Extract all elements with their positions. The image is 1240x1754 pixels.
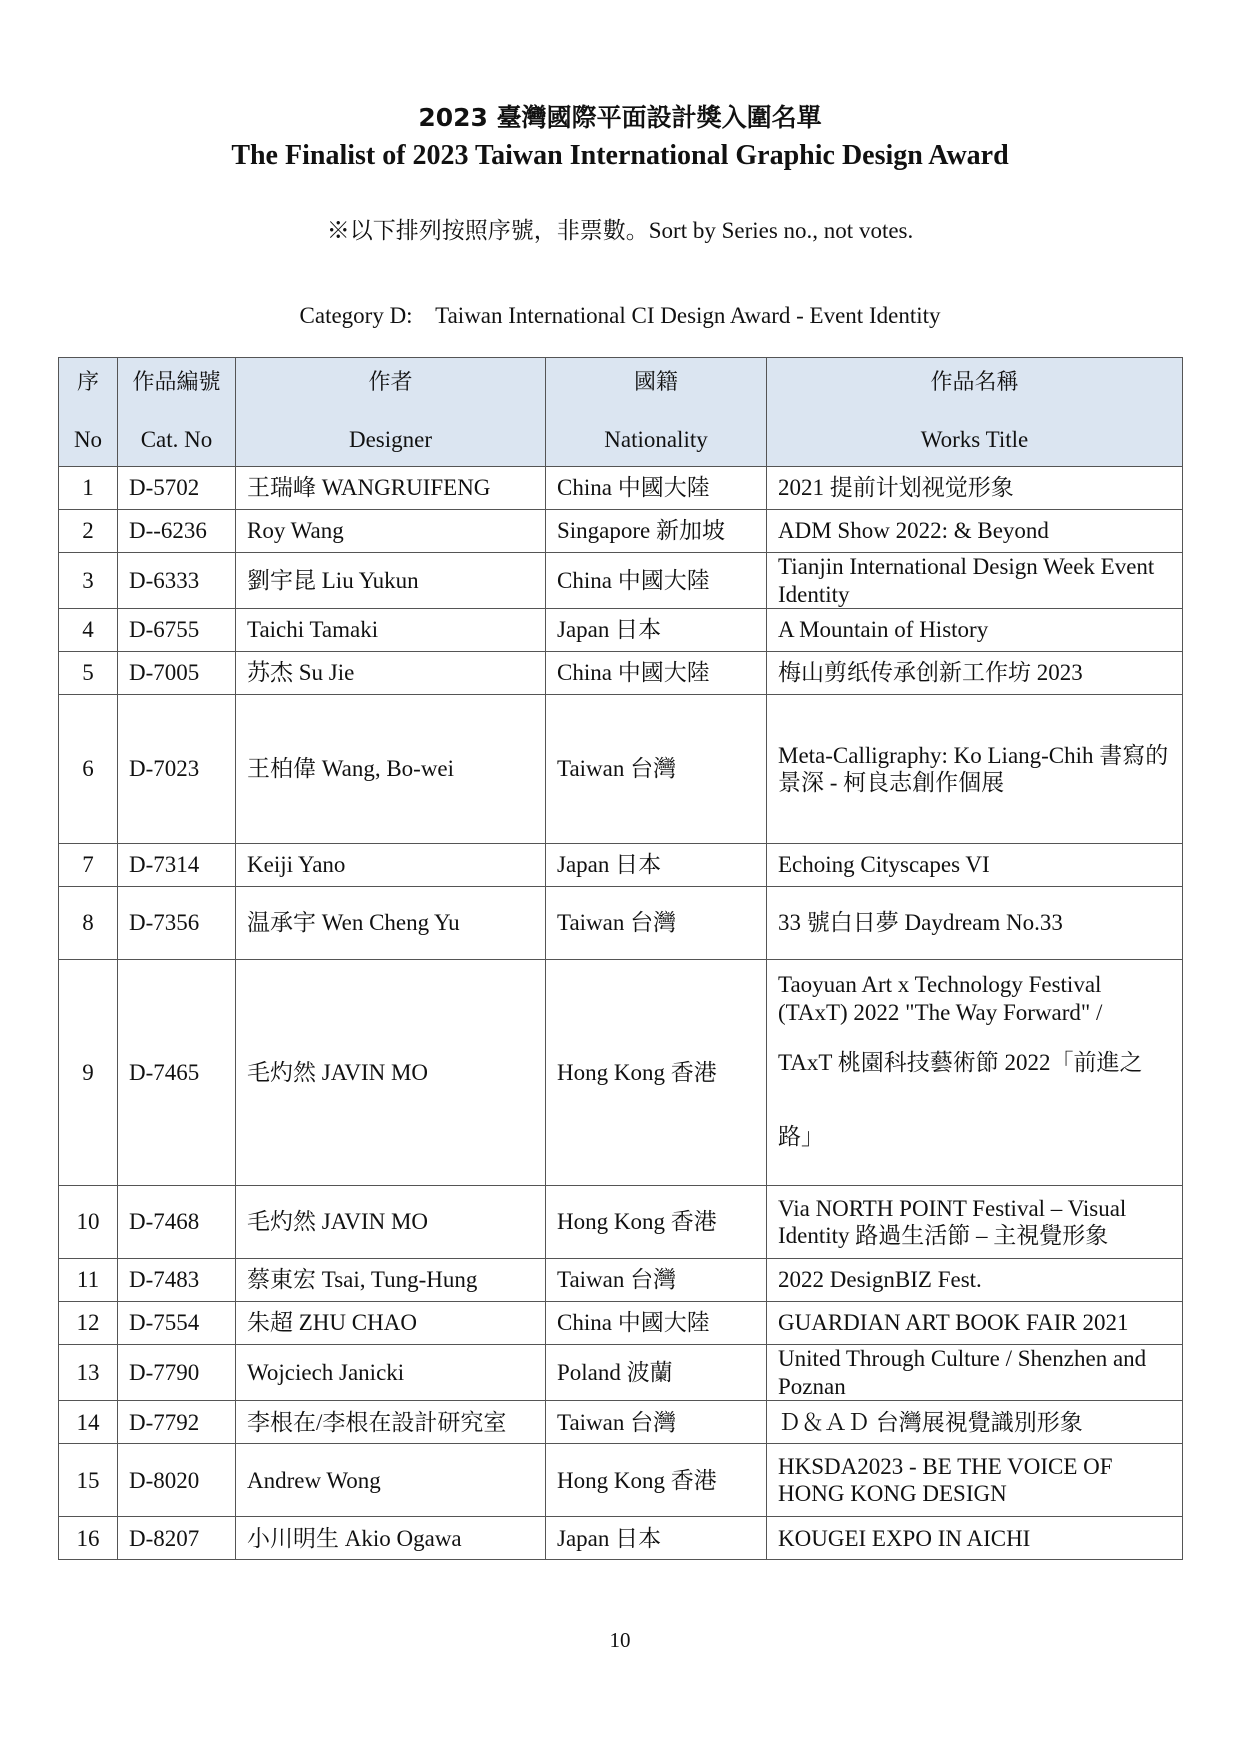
cell-nationality: Japan 日本 bbox=[546, 609, 767, 652]
cell-designer: 毛灼然 JAVIN MO bbox=[236, 960, 546, 1186]
header-cat-no bbox=[118, 358, 236, 467]
cell-cat-no: D-7005 bbox=[118, 652, 236, 695]
works-title-en: Taoyuan Art x Technology Festival (TAxT) 2022 "The Way Forward" / bbox=[778, 972, 1103, 1025]
page-title-zh: 2023 臺灣國際平面設計獎入圍名單 bbox=[418, 103, 822, 132]
table-row bbox=[59, 652, 1183, 695]
table-row bbox=[59, 1345, 1183, 1401]
cell-cat-no: D--6236 bbox=[118, 510, 236, 553]
cell-cat-no: D-7483 bbox=[118, 1259, 236, 1302]
cell-works-title: A Mountain of History bbox=[767, 609, 1183, 652]
cell-works-title bbox=[767, 960, 1183, 1186]
cell-nationality: Hong Kong 香港 bbox=[546, 1186, 767, 1259]
table-row bbox=[59, 960, 1183, 1186]
cell-designer: 劉宇昆 Liu Yukun bbox=[236, 553, 546, 609]
table-row bbox=[59, 887, 1183, 960]
cell-nationality: Singapore 新加坡 bbox=[546, 510, 767, 553]
cell-designer: 小川明生 Akio Ogawa bbox=[236, 1517, 546, 1560]
cell-nationality: China 中國大陸 bbox=[546, 1302, 767, 1345]
cell-works-title: Tianjin International Design Week Event Identity bbox=[767, 553, 1183, 609]
cell-cat-no: D-7468 bbox=[118, 1186, 236, 1259]
cell-cat-no: D-6333 bbox=[118, 553, 236, 609]
cell-nationality: Taiwan 台灣 bbox=[546, 887, 767, 960]
cell-nationality: Taiwan 台灣 bbox=[546, 1401, 767, 1444]
table-row bbox=[59, 553, 1183, 609]
cell-works-title: Via NORTH POINT Festival – Visual Identity 路過生活節 – 主視覺形象 bbox=[767, 1186, 1183, 1259]
cell-nationality: China 中國大陸 bbox=[546, 467, 767, 510]
cell-designer: 温承宇 Wen Cheng Yu bbox=[236, 887, 546, 960]
cell-cat-no: D-7465 bbox=[118, 960, 236, 1186]
cell-no: 10 bbox=[59, 1186, 118, 1259]
header-designer bbox=[236, 358, 546, 467]
table-row bbox=[59, 609, 1183, 652]
table-row bbox=[59, 510, 1183, 553]
cell-works-title: HKSDA2023 - BE THE VOICE OF HONG KONG DESIGN bbox=[767, 1444, 1183, 1517]
cell-cat-no: D-7356 bbox=[118, 887, 236, 960]
cell-designer: 毛灼然 JAVIN MO bbox=[236, 1186, 546, 1259]
cell-designer: 朱超 ZHU CHAO bbox=[236, 1302, 546, 1345]
cell-cat-no: D-8207 bbox=[118, 1517, 236, 1560]
cell-no: 12 bbox=[59, 1302, 118, 1345]
cell-nationality: Hong Kong 香港 bbox=[546, 960, 767, 1186]
table-row bbox=[59, 1186, 1183, 1259]
cell-cat-no: D-7790 bbox=[118, 1345, 236, 1401]
cell-no: 4 bbox=[59, 609, 118, 652]
table-row bbox=[59, 1444, 1183, 1517]
cell-designer: 蔡東宏 Tsai, Tung-Hung bbox=[236, 1259, 546, 1302]
works-title-zh: TAxT 桃園科技藝術節 2022「前進之路」 bbox=[778, 1050, 1143, 1150]
cell-works-title: Echoing Cityscapes VI bbox=[767, 844, 1183, 887]
cell-designer: 苏杰 Su Jie bbox=[236, 652, 546, 695]
table-row bbox=[59, 467, 1183, 510]
cell-nationality: Japan 日本 bbox=[546, 1517, 767, 1560]
cell-works-title: Ｄ＆ＡＤ 台灣展視覺識別形象 bbox=[767, 1401, 1183, 1444]
cell-no: 15 bbox=[59, 1444, 118, 1517]
table-row bbox=[59, 1517, 1183, 1560]
cell-nationality: China 中國大陸 bbox=[546, 652, 767, 695]
cell-no: 3 bbox=[59, 553, 118, 609]
cell-nationality: Taiwan 台灣 bbox=[546, 1259, 767, 1302]
header-zh: 作品編號 bbox=[132, 370, 221, 395]
cell-works-title: 33 號白日夢 Daydream No.33 bbox=[767, 887, 1183, 960]
table-row bbox=[59, 1401, 1183, 1444]
cell-cat-no: D-6755 bbox=[118, 609, 236, 652]
cell-no: 11 bbox=[59, 1259, 118, 1302]
cell-cat-no: D-7792 bbox=[118, 1401, 236, 1444]
header-en: Works Title bbox=[920, 427, 1029, 453]
cell-cat-no: D-7554 bbox=[118, 1302, 236, 1345]
cell-cat-no: D-7023 bbox=[118, 695, 236, 844]
header-en: No bbox=[73, 427, 103, 453]
cell-nationality: Japan 日本 bbox=[546, 844, 767, 887]
cell-designer: Taichi Tamaki bbox=[236, 609, 546, 652]
cell-no: 16 bbox=[59, 1517, 118, 1560]
cell-no: 6 bbox=[59, 695, 118, 844]
page-title-en: The Finalist of 2023 Taiwan International Graphic Design Award bbox=[231, 140, 1009, 171]
cell-nationality: China 中國大陸 bbox=[546, 553, 767, 609]
finalists-table bbox=[58, 357, 1183, 1560]
cell-no: 9 bbox=[59, 960, 118, 1186]
header-works-title bbox=[767, 358, 1183, 467]
cell-no: 14 bbox=[59, 1401, 118, 1444]
table-row bbox=[59, 1302, 1183, 1345]
cell-designer: Andrew Wong bbox=[236, 1444, 546, 1517]
header-zh: 作品名稱 bbox=[930, 370, 1019, 395]
cell-cat-no: D-8020 bbox=[118, 1444, 236, 1517]
cell-no: 8 bbox=[59, 887, 118, 960]
header-no bbox=[59, 358, 118, 467]
sort-note: ※以下排列按照序號，非票數。Sort by Series no., not votes. bbox=[326, 218, 914, 243]
header-en: Nationality bbox=[604, 427, 708, 453]
header-zh: 序 bbox=[76, 370, 99, 395]
cell-cat-no: D-7314 bbox=[118, 844, 236, 887]
cell-works-title: United Through Culture / Shenzhen and Poznan bbox=[767, 1345, 1183, 1401]
cell-no: 13 bbox=[59, 1345, 118, 1401]
cell-nationality: Poland 波蘭 bbox=[546, 1345, 767, 1401]
header-nationality bbox=[546, 358, 767, 467]
cell-designer: Keiji Yano bbox=[236, 844, 546, 887]
cell-works-title: ADM Show 2022: & Beyond bbox=[767, 510, 1183, 553]
cell-no: 7 bbox=[59, 844, 118, 887]
cell-designer: Wojciech Janicki bbox=[236, 1345, 546, 1401]
cell-works-title: 梅山剪纸传承创新工作坊 2023 bbox=[767, 652, 1183, 695]
table-row bbox=[59, 1259, 1183, 1302]
cell-designer: 李根在/李根在設計研究室 bbox=[236, 1401, 546, 1444]
cell-cat-no: D-5702 bbox=[118, 467, 236, 510]
cell-works-title: 2022 DesignBIZ Fest. bbox=[767, 1259, 1183, 1302]
header-zh: 國籍 bbox=[633, 370, 678, 395]
cell-no: 1 bbox=[59, 467, 118, 510]
cell-works-title: Meta-Calligraphy: Ko Liang-Chih 書寫的景深 - 柯良志創作個展 bbox=[767, 695, 1183, 844]
cell-designer: 王瑞峰 WANGRUIFENG bbox=[236, 467, 546, 510]
table-header-row bbox=[59, 358, 1183, 467]
table-row bbox=[59, 844, 1183, 887]
header-en: Cat. No bbox=[140, 427, 213, 453]
table-row bbox=[59, 695, 1183, 844]
page-number: 10 bbox=[609, 1628, 631, 1652]
header-en: Designer bbox=[348, 427, 433, 453]
cell-nationality: Hong Kong 香港 bbox=[546, 1444, 767, 1517]
header-zh: 作者 bbox=[368, 370, 413, 395]
cell-nationality: Taiwan 台灣 bbox=[546, 695, 767, 844]
cell-no: 5 bbox=[59, 652, 118, 695]
cell-works-title: GUARDIAN ART BOOK FAIR 2021 bbox=[767, 1302, 1183, 1345]
cell-works-title: KOUGEI EXPO IN AICHI bbox=[767, 1517, 1183, 1560]
cell-no: 2 bbox=[59, 510, 118, 553]
cell-designer: Roy Wang bbox=[236, 510, 546, 553]
category-heading: Category D: Taiwan International CI Design Award - Event Identity bbox=[299, 303, 941, 328]
cell-works-title: 2021 提前计划视觉形象 bbox=[767, 467, 1183, 510]
cell-designer: 王柏偉 Wang, Bo-wei bbox=[236, 695, 546, 844]
